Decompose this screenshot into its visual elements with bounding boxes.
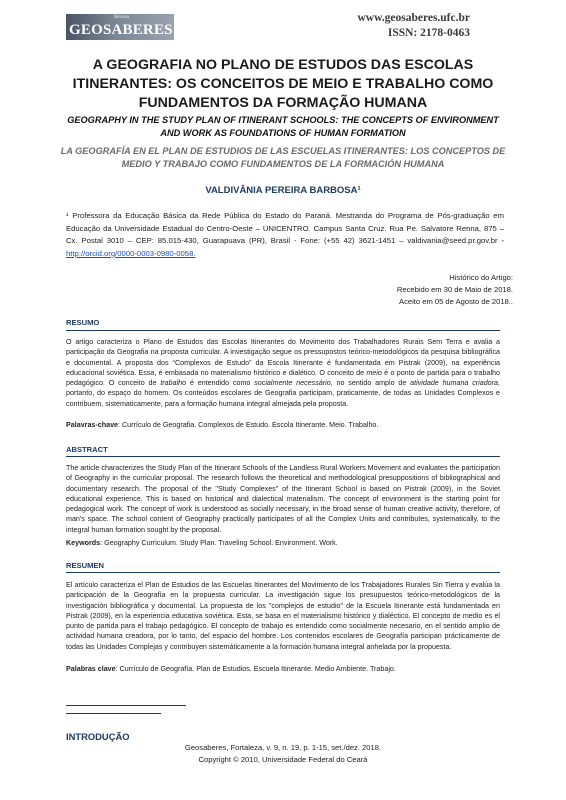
orcid-link[interactable]: http://orcid.org/0000-0003-0980-0058. bbox=[66, 248, 196, 258]
resumen-keywords: Palabras clave: Currículo de Geografía. Plan de Estudios. Escuela Itinerante. Medio Ambiente. Trabajo. bbox=[66, 665, 396, 673]
journal-logo bbox=[66, 14, 174, 40]
footnote-rule-long bbox=[66, 705, 186, 706]
logo-small-text: Revista bbox=[114, 15, 129, 20]
resumo-heading: RESUMO bbox=[66, 318, 100, 327]
introduction-heading: INTRODUÇÃO bbox=[66, 731, 130, 742]
resumen-rule bbox=[66, 572, 500, 573]
title-spanish: LA GEOGRAFÍA EN EL PLAN DE ESTUDIOS DE LAS ESCUELAS ITINERANTES: LOS CONCEPTOS DE MEDIO Y TRABAJO COMO FUNDAMENTOS DE LA FORMACIÓN HUMANA bbox=[60, 146, 506, 169]
title-english: GEOGRAPHY IN THE STUDY PLAN OF ITINERANT SCHOOLS: THE CONCEPTS OF ENVIRONMENT AND WORK AS FOUNDATIONS OF HUMAN FORMATION bbox=[67, 115, 499, 138]
title-portuguese: A GEOGRAFIA NO PLANO DE ESTUDOS DAS ESCOLAS ITINERANTES: OS CONCEITOS DE MEIO E TRABALHO COMO FUNDAMENTOS DA FORMAÇÃO HUMANA bbox=[72, 57, 494, 111]
resumo-rule bbox=[66, 330, 500, 331]
abstract-rule bbox=[66, 456, 500, 457]
resumen-body: El artículo caracteriza el Plan de Estudios de las Escuelas Itinerantes del Movimiento de los Trabajadores Rurales Sin Tierra y evalúa la participación de la Geografía en la propuesta curricular. La investigación sigue los presupuestos teórico-metodológicos de la investigación bibliográfica y documental. La propuesta de los "complejos de estudio" de la Escuela Itinerante está fundamentada en Pistrak (2009), en la experiencia educativa soviética. Esta, se basa en el materialismo histórico y dialéctico. El concepto de medio es el punto de partida para el trabajo pedagógico. El concepto de trabajo es entendido como socialmente necesario, en el sentido amplio de actividad humana creadora, por lo tanto, del espacio del hombre. Los contenidos escolares de Geografía participan prácticamente de todas las Unidades Complejas y contribuyen sistemáticamente a la formación humana integral anhelada por la propuesta. bbox=[66, 581, 500, 651]
author-name: VALDIVÂNIA PEREIRA BARBOSA¹ bbox=[205, 185, 361, 196]
journal-issn: ISSN: 2178-0463 bbox=[387, 27, 470, 39]
history-accepted: Aceito em 05 de Agosto de 2018.. bbox=[399, 296, 513, 306]
author-affiliation bbox=[66, 210, 504, 260]
affiliation-text: ¹ Professora da Educação Básica da Rede Pública do Estado do Paraná. Mestranda do Programa de Pós-graduação em Educação da Universidade Estadual do Centro-Oeste – UNICENTRO. Campus Santa Cruz. Rua Pe. Salvatore Renna, 875 – Cx. Postal 3010 – CEP: 85.015-430, Guarapuava (PR), Brasil - Fone: (+55 42) 3621-1451 – valdivania@seed.pr.gov.br - bbox=[66, 211, 504, 246]
citation-line: Geosaberes, Fortaleza, v. 9, n. 19, p. 1-15, set./dez. 2018. bbox=[184, 743, 382, 752]
journal-website[interactable]: www.geosaberes.ufc.br bbox=[357, 12, 470, 24]
history-received: Recebido em 30 de Maio de 2018. bbox=[396, 284, 513, 294]
abstract-body: The article characterizes the Study Plan of the Itinerant Schools of the Landless Rural Workers Movement and evaluates the participation of Geography in the curricular proposal. The research follows the theoretical and methodological presuppositions of bibliographical and documentary research. The proposal of the "Study Complexes" of the Itinerant School is based on Pistrak (2009), in the Soviet educational experience. This is based on historical and dialectical materialism. The concept of environment is the starting point for pedagogical work. The concept of work is understood as socially necessary, in the broad sense of human creative activity, therefore, of man's space. The school content of Geography practically participates of all the Complex Units and contributes, systematically, to the integral human formation sought by the proposal. bbox=[66, 464, 500, 534]
article-history bbox=[397, 272, 513, 307]
history-label: Histórico do Artigo: bbox=[449, 273, 513, 282]
page-footer-citation bbox=[100, 742, 466, 765]
resumo-body: O artigo caracteriza o Plano de Estudos das Escolas Itinerantes do Movimento dos Trabalhadores Rurais Sem Terra e avalia a participação da Geografia na proposta curricular. A investigação segue os pressupostos teórico-metodológicos da pesquisa bibliográfica e documental. A proposta dos “Complexos de Estudo” da Escola Itinerante é fundamentada em Pistrak (2009), na experiência educacional soviética. Essa, é embasada no materialismo histórico e dialético. O conceito de meio é o ponto de partida para o trabalho pedagógico. O conceito de trabalho é entendido como socialmente necessário, no sentido amplo de atividade humana criadora, portanto, do espaço do homem. Os conteúdos escolares de Geografia participam, praticamente, de todas as Unidades Complexos e contribuem, sistematicamente, para a formação humana integral almejada pela proposta. bbox=[66, 338, 500, 408]
abstract-heading: ABSTRACT bbox=[66, 445, 108, 454]
logo-main-text: GEOSABERES bbox=[69, 22, 173, 38]
footnote-rule-short bbox=[66, 713, 161, 714]
abstract-keywords: Keywords: Geography Curriculum. Study Plan. Traveling School. Environment. Work. bbox=[66, 539, 338, 547]
resumen-heading: RESUMEN bbox=[66, 561, 104, 570]
resumo-keywords: Palavras-chave: Currículo de Geografia. Complexos de Estudo. Escola Itinerante. Meio. Trabalho. bbox=[66, 421, 379, 429]
copyright-line: Copyright © 2010, Universidade Federal do Ceará bbox=[198, 754, 368, 764]
